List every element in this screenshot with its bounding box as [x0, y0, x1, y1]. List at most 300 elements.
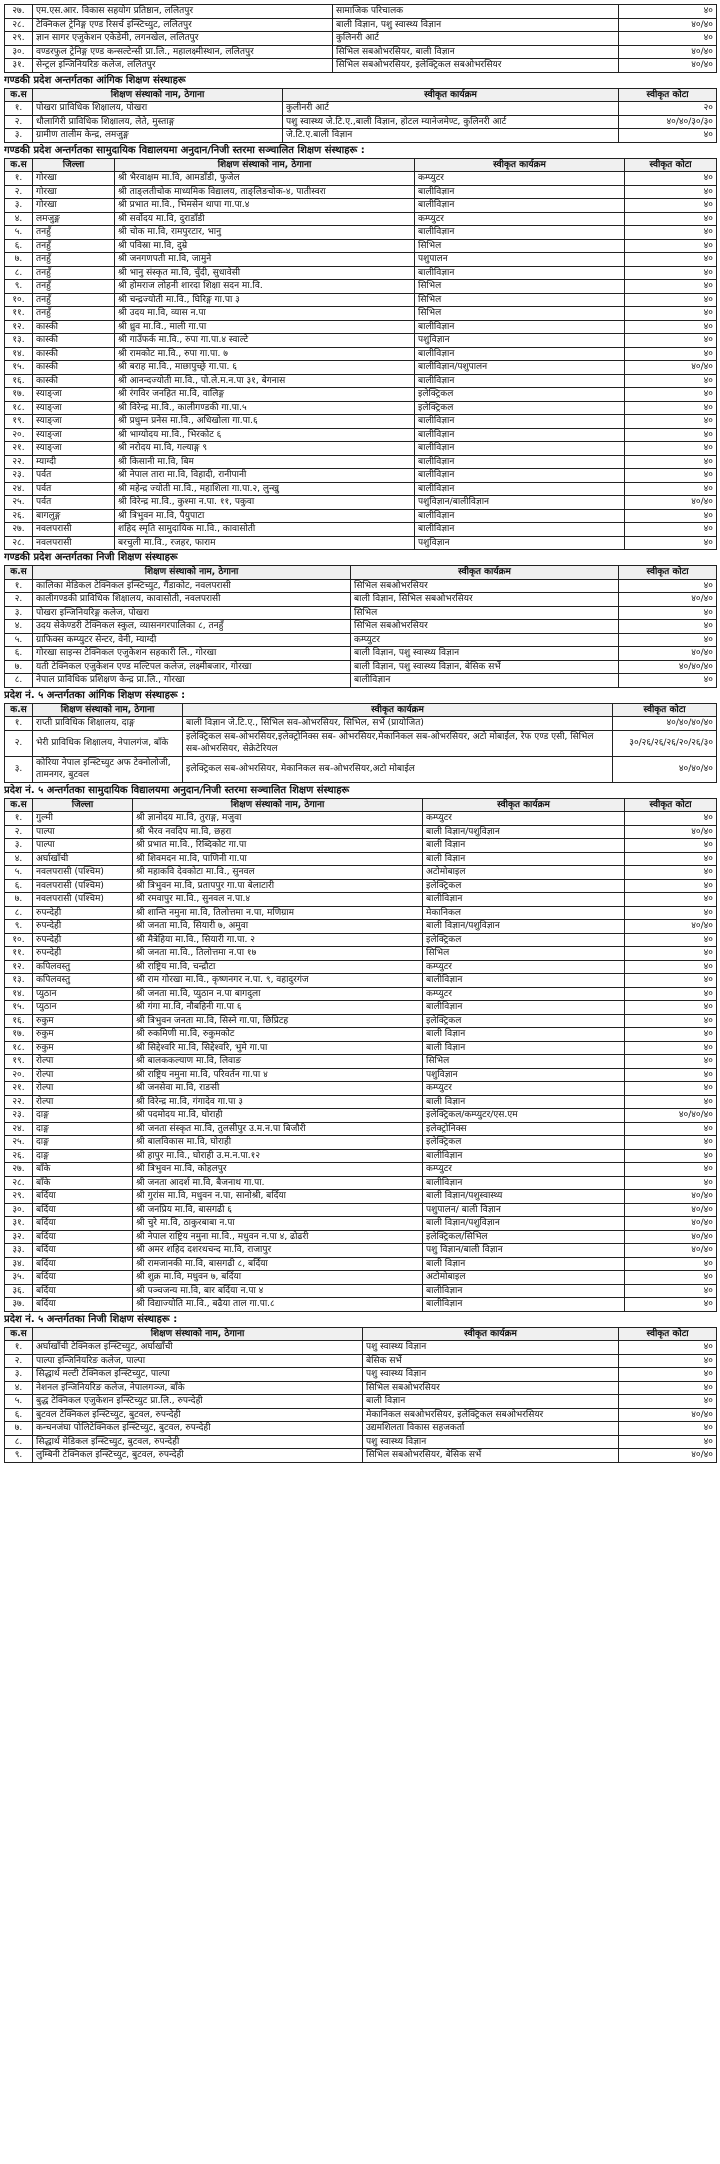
table-cell: रुकुम	[33, 1014, 133, 1028]
table-cell: १.	[5, 579, 33, 593]
table-cell: रुपन्देही	[33, 947, 133, 961]
column-header: जिल्ला	[33, 798, 133, 812]
table-row	[5, 1041, 717, 1055]
section-title-p5-private: प्रदेश नं. ५ अन्तर्गतका निजी शिक्षण संस्थाहरू :	[4, 1313, 178, 1325]
table-cell: लमजुङ्ग	[33, 212, 115, 226]
table-row	[5, 812, 717, 826]
table-cell: ४०/४०	[619, 1449, 717, 1463]
table-header-row	[5, 1327, 717, 1341]
table-cell: बर्दिया	[33, 1203, 133, 1217]
table-cell: ४०	[625, 347, 717, 361]
table-cell: बालीविज्ञान	[415, 482, 625, 496]
table-row	[5, 633, 717, 647]
table-cell: ४०/४०	[619, 45, 717, 59]
table-cell: ४०	[625, 172, 717, 186]
table-cell: श्री गुरांस मा.वि, मधुवन न.पा, सानोश्री, बर्दिया	[133, 1190, 423, 1204]
table-cell: ४०	[625, 307, 717, 321]
table-row	[5, 1082, 717, 1096]
table-cell: शहिद स्मृति सामुदायिक मा.वि., कावासोती	[115, 523, 415, 537]
column-header: स्वीकृत कार्यक्रम	[415, 158, 625, 172]
table-cell: एम.एस.आर. विकास सहयोग प्रतिष्ठान, ललितपुर	[33, 5, 333, 19]
table-cell: ४०/४०/३०/३०	[619, 115, 717, 129]
table-cell: सिभिल	[415, 239, 625, 253]
table-cell: बाली विज्ञान/पशुविज्ञान	[423, 920, 625, 934]
section-title-gandaki-community: गण्डकी प्रदेश अन्तर्गतका सामुदायिक विद्यालयमा अनुदान/निजी स्तरमा सञ्चालित शिक्षण संस्थाहरू :	[4, 144, 365, 156]
table-cell: बाँके	[33, 1176, 133, 1190]
table-row	[5, 172, 717, 186]
table-cell: ४०/४०	[619, 1408, 717, 1422]
table-cell: बाली विज्ञान	[423, 839, 625, 853]
table-cell: ४०	[625, 253, 717, 267]
table-cell: १०.	[5, 933, 33, 947]
table-cell: रुकुम	[33, 1028, 133, 1042]
table-row	[5, 593, 717, 607]
table-cell: राप्ती प्राविधिक शिक्षालय, दाङ्ग	[33, 717, 183, 731]
table-cell: श्री गाउँफर्क मा.वि., रुपा गा.पा.४ स्वाल्टे	[115, 334, 415, 348]
table-cell: १.	[5, 172, 33, 186]
table-cell: ३३.	[5, 1244, 33, 1258]
table-cell: ४०	[625, 1095, 717, 1109]
table-cell: कालिका मेडिकल टेक्निकल इन्स्टिच्युट, गैंडाकोट, नवलपरासी	[33, 579, 351, 593]
table-cell: १५.	[5, 361, 33, 375]
table-cell: ४०	[625, 1176, 717, 1190]
table-cell: रुपन्देही	[33, 920, 133, 934]
table-cell: श्री नरोदय मा.वि, गल्याङ्ग ९	[115, 442, 415, 456]
table-cell: पशुपालन	[415, 253, 625, 267]
table-cell: ४०	[619, 32, 717, 46]
table-row	[5, 893, 717, 907]
section-title-gandaki-private: गण्डकी प्रदेश अन्तर्गतका निजी शिक्षण संस्थाहरू	[4, 552, 178, 563]
table-cell: १.	[5, 1341, 33, 1355]
table-cell: श्री जनगणपती मा.वि, जामुने	[115, 253, 415, 267]
table-cell: ८.	[5, 1435, 33, 1449]
table-cell: बाँके	[33, 1163, 133, 1177]
table-cell: २१.	[5, 1082, 33, 1096]
table-cell: तनहुँ	[33, 226, 115, 240]
table-row	[5, 1028, 717, 1042]
table-cell: ४०/४०	[625, 825, 717, 839]
table-cell: श्री त्रिभुवन जनता मा.वि, सिस्ने गा.पा, छिप्रिटह	[133, 1014, 423, 1028]
table-row	[5, 239, 717, 253]
table-cell: ४०	[625, 960, 717, 974]
table-cell: ३१.	[5, 1217, 33, 1231]
table-cell: श्री ताङ्लतीचोक माध्यमिक विद्यालय, ताङ्लिङचोक-४, पातीस्वरा	[115, 185, 415, 199]
table-cell: २५.	[5, 496, 33, 510]
table-cell: ४०	[625, 1001, 717, 1015]
table-cell: नवलपरासी	[33, 523, 115, 537]
table-cell: ग्राफिक्स कम्प्युटर सेन्टर, वेनी, म्याग्दी	[33, 633, 351, 647]
table-cell: रुकुम	[33, 1041, 133, 1055]
table-cell: ४०	[625, 1271, 717, 1285]
table-cell: ४०	[625, 293, 717, 307]
table-cell: श्री त्रिभुवन मा.वि, प्रतापपुर गा.पा बेलाटारी	[133, 879, 423, 893]
table-cell: बालीविज्ञान	[415, 455, 625, 469]
gandaki-angik-table	[4, 88, 717, 143]
table-cell: नवलपरासी (पश्चिम)	[33, 879, 133, 893]
table-cell: श्री नेपाल राष्ट्रिय नमुना मा.वि., मधुवन न.पा ४, ढोढरी	[133, 1230, 423, 1244]
table-cell: बर्दिया	[33, 1217, 133, 1231]
table-cell: बाली विज्ञान/पशुस्वास्थ्य	[423, 1190, 625, 1204]
table-cell: बुद्ध टेक्निकल एजुकेशन इन्स्टिच्युट प्रा.लि., रुपन्देही	[33, 1395, 363, 1409]
table-cell: १२.	[5, 960, 33, 974]
table-cell: १.	[5, 717, 33, 731]
table-row	[5, 1014, 717, 1028]
table-row	[5, 320, 717, 334]
table-cell: ४०	[625, 839, 717, 853]
table-cell: ४०	[625, 906, 717, 920]
table-cell: सिद्धार्थ मेडिकल इन्स्टिच्युट, बुटवल, रुपन्देही	[33, 1435, 363, 1449]
table-row	[5, 5, 717, 19]
table-cell: ४०/४०	[625, 1203, 717, 1217]
table-cell: श्री जनता संस्कृत मा.वि, तुलसीपुर उ.म.न.पा बिजौरी	[133, 1122, 423, 1136]
table-cell: स्याङ्जा	[33, 415, 115, 429]
table-cell: कपिलवस्तु	[33, 974, 133, 988]
table-cell: ४०	[625, 974, 717, 988]
table-cell: कम्प्युटर	[423, 960, 625, 974]
table-cell: कालीगण्डकी प्राविधिक शिक्षालय, कावासोती, नवलपरासी	[33, 593, 351, 607]
table-cell: स्याङ्जा	[33, 401, 115, 415]
table-cell: ४०	[625, 1068, 717, 1082]
table-cell: बेसिक सर्भे	[363, 1354, 619, 1368]
table-cell: नवलपरासी (पश्चिम)	[33, 893, 133, 907]
table-cell: रुपन्देही	[33, 906, 133, 920]
column-header: क.स	[5, 798, 33, 812]
table-cell: इलेक्ट्रिकल	[423, 879, 625, 893]
table-row	[5, 1230, 717, 1244]
table-cell: पाल्पा	[33, 825, 133, 839]
table-cell: श्री भैरव नवदिप मा.वि, छहरा	[133, 825, 423, 839]
table-cell: २४.	[5, 1122, 33, 1136]
table-cell: ३.	[5, 129, 33, 143]
table-cell: बालीविज्ञान	[423, 1284, 625, 1298]
table-cell: ४०/४०/४०	[625, 1109, 717, 1123]
table-row	[5, 730, 717, 756]
table-cell: ६.	[5, 879, 33, 893]
table-cell: गोरखा	[33, 199, 115, 213]
table-cell: ४०/४०	[625, 920, 717, 934]
gandaki-private-body	[5, 579, 717, 687]
table-cell: बालीविज्ञान	[415, 428, 625, 442]
table-row	[5, 579, 717, 593]
table-cell: ६.	[5, 1408, 33, 1422]
table-cell: श्री सर्वोदय मा.वि, दुराडाँडी	[115, 212, 415, 226]
table-cell: १७.	[5, 388, 33, 402]
table-cell: रोल्पा	[33, 1055, 133, 1069]
table-cell: नवलपरासी	[33, 536, 115, 550]
table-cell: तनहुँ	[33, 307, 115, 321]
table-cell: श्री किसानी मा.वि, बिम	[115, 455, 415, 469]
table-row	[5, 1257, 717, 1271]
table-cell: ४०	[625, 879, 717, 893]
table-cell: २३.	[5, 1109, 33, 1123]
table-cell: ४०/४०/४०	[619, 660, 717, 674]
column-header: क.स	[5, 1327, 33, 1341]
table-cell: २६.	[5, 1149, 33, 1163]
table-cell: ५.	[5, 866, 33, 880]
table-cell: १८.	[5, 401, 33, 415]
table-row	[5, 253, 717, 267]
column-header: स्वीकृत कार्यक्रम	[363, 1327, 619, 1341]
table-cell: बालीविज्ञान	[415, 523, 625, 537]
table-cell: बालीविज्ञान	[351, 674, 619, 688]
table-cell: श्री भानु संस्कृत मा.वि, चुँदी, सुधावेसी	[115, 266, 415, 280]
table-cell: ४०	[625, 334, 717, 348]
column-header: स्वीकृत कोटा	[613, 703, 717, 717]
table-cell: १३.	[5, 334, 33, 348]
gandaki-angik-body	[5, 102, 717, 143]
column-header: स्वीकृत कार्यक्रम	[351, 566, 619, 580]
table-cell: पोखरा प्राविधिक शिक्षालय, पोखरा	[33, 102, 283, 116]
table-cell: स्याङ्जा	[33, 388, 115, 402]
top-table	[4, 4, 717, 73]
table-cell: श्री त्रिभुवन मा.वि, कोहलपुर	[133, 1163, 423, 1177]
table-cell: इलेक्ट्रिकल	[415, 401, 625, 415]
table-cell: श्री आनन्दज्योती मा.वि., पो.ले.म.न.पा ३१, बेगनास	[115, 374, 415, 388]
table-row	[5, 974, 717, 988]
table-row	[5, 1217, 717, 1231]
table-cell: सिभिल	[423, 1055, 625, 1069]
table-cell: बालीविज्ञान	[423, 893, 625, 907]
table-cell: ४०	[619, 606, 717, 620]
table-cell: ४०	[625, 536, 717, 550]
table-cell: इलेक्ट्रिकल	[423, 1014, 625, 1028]
table-cell: पर्वत	[33, 496, 115, 510]
section-title-p5-community: प्रदेश नं. ५ अन्तर्गतका सामुदायिक विद्यालयमा अनुदान/निजी स्तरमा सञ्चालित शिक्षण संस्थाहरू	[4, 784, 350, 796]
column-header: शिक्षण संस्थाको नाम, ठेगाना	[33, 1327, 363, 1341]
table-cell: २६.	[5, 509, 33, 523]
table-row	[5, 496, 717, 510]
table-cell: २८.	[5, 1176, 33, 1190]
table-cell: बालीविज्ञान	[415, 347, 625, 361]
table-cell: ४०/४०/४०/४०	[613, 717, 717, 731]
table-cell: पशु स्वास्थ्य विज्ञान	[363, 1368, 619, 1382]
table-cell: १७.	[5, 1028, 33, 1042]
table-cell: ४०	[625, 239, 717, 253]
table-cell: ३१.	[5, 59, 33, 73]
p5-angik-body	[5, 717, 717, 783]
table-cell: लुम्बिनी टेक्निकल इन्स्टिच्युट, बुटवल, रुपन्देही	[33, 1449, 363, 1463]
table-row	[5, 307, 717, 321]
table-cell: ४०	[625, 374, 717, 388]
table-cell: २८.	[5, 536, 33, 550]
table-cell: श्री त्रिभुवन मा.वि, पैयुपाटा	[115, 509, 415, 523]
table-cell: श्री राष्ट्रिय मा.वि, चन्द्रौटा	[133, 960, 423, 974]
table-row	[5, 415, 717, 429]
table-cell: बालीविज्ञान	[415, 469, 625, 483]
table-cell: पशु स्वास्थ्य विज्ञान	[363, 1435, 619, 1449]
table-row	[5, 1271, 717, 1285]
table-cell: दाङ्ग	[33, 1109, 133, 1123]
column-header: स्वीकृत कार्यक्रम	[283, 88, 619, 102]
table-cell: श्री विरेन्द्र मा.वि., कालीगण्डकी गा.पा.५	[115, 401, 415, 415]
table-row	[5, 1163, 717, 1177]
table-cell: १९.	[5, 1055, 33, 1069]
table-cell: दाङ्ग	[33, 1149, 133, 1163]
table-cell: श्री विरेन्द्र मा.वि., कुश्मा न.पा. ११, पकुवा	[115, 496, 415, 510]
table-row	[5, 866, 717, 880]
table-cell: श्री प्रभात मा.वि., रिब्दिकोट गा.पा	[133, 839, 423, 853]
table-cell: ६.	[5, 239, 33, 253]
table-cell: भेरी प्राविधिक शिक्षालय, नेपालगंज, बाँके	[33, 730, 183, 756]
table-cell: श्री राष्ट्रिय नमुना मा.वि, परिवर्तन गा.पा ४	[133, 1068, 423, 1082]
table-cell: पर्वत	[33, 482, 115, 496]
table-cell: २.	[5, 115, 33, 129]
table-row	[5, 1122, 717, 1136]
table-cell: २.	[5, 730, 33, 756]
table-cell: पशुविज्ञान	[423, 1068, 625, 1082]
table-cell: श्री जनता मा.वि., तिलोत्तमा न.पा १७	[133, 947, 423, 961]
table-cell: बाली विज्ञान	[423, 1041, 625, 1055]
table-cell: श्री विरेन्द्र मा.वि, गंगादेव गा.पा ३	[133, 1095, 423, 1109]
table-row	[5, 1001, 717, 1015]
table-cell: २५.	[5, 1136, 33, 1150]
table-cell: बालीविज्ञान	[423, 1149, 625, 1163]
table-cell: बालीविज्ञान	[415, 320, 625, 334]
table-cell: बुटवल टेक्निकल इन्स्टिच्युट, बुटवल, रुपन्देही	[33, 1408, 363, 1422]
table-row	[5, 1109, 717, 1123]
table-cell: २२.	[5, 1095, 33, 1109]
table-row	[5, 1149, 717, 1163]
table-cell: पशु स्वास्थ्य जे.टि.ए.,बाली विज्ञान, होटल म्यानेजमेण्ट, कुलिनरी आर्ट	[283, 115, 619, 129]
table-cell: ४०	[625, 1028, 717, 1042]
table-cell: बालीविज्ञान	[423, 1298, 625, 1312]
table-cell: बर्दिया	[33, 1230, 133, 1244]
column-header: शिक्षण संस्थाको नाम, ठेगाना	[115, 158, 415, 172]
table-cell: श्री गंगा मा.वि, नौबहिनी गा.पा ६	[133, 1001, 423, 1015]
table-cell: धौलागिरी प्राविधिक शिक्षालय, लेते, मुस्ताङ्ग	[33, 115, 283, 129]
table-cell: बाली विज्ञान	[423, 852, 625, 866]
table-cell: श्री रमवापुर मा.वि., सुनवल न.पा.४	[133, 893, 423, 907]
table-cell: सिभिल	[423, 947, 625, 961]
table-cell: ४०	[625, 866, 717, 880]
table-cell: ४०	[625, 523, 717, 537]
table-row	[5, 1395, 717, 1409]
table-row	[5, 620, 717, 634]
table-cell: ३४.	[5, 1257, 33, 1271]
table-cell: ४०	[625, 428, 717, 442]
table-cell: उद्यमशिलता विकास सहजकर्ता	[363, 1422, 619, 1436]
table-cell: १.	[5, 812, 33, 826]
table-cell: १४.	[5, 987, 33, 1001]
table-row	[5, 442, 717, 456]
table-cell: अर्घाखाँची	[33, 852, 133, 866]
table-row	[5, 1368, 717, 1382]
table-cell: पाल्पा	[33, 839, 133, 853]
table-row	[5, 647, 717, 661]
table-cell: ४०	[619, 633, 717, 647]
table-cell: गोरखा	[33, 185, 115, 199]
table-cell: ४०	[625, 401, 717, 415]
table-cell: ४०/४०	[619, 59, 717, 73]
table-cell: ३०/२६/२६/२६/२०/२६/३०	[613, 730, 717, 756]
table-cell: पशु स्वास्थ्य विज्ञान	[363, 1341, 619, 1355]
table-cell: बर्दिया	[33, 1257, 133, 1271]
section-title-gandaki-angik: गण्डकी प्रदेश अन्तर्गतका आंगिक शिक्षण संस्थाहरू	[4, 74, 186, 86]
table-cell: इलेक्ट्रिकल	[423, 933, 625, 947]
table-cell: सिभिल सबओभरसियर, इलेक्ट्रिकल सबओभरसियर	[333, 59, 619, 73]
table-row	[5, 482, 717, 496]
table-cell: ४०	[625, 320, 717, 334]
table-row	[5, 1449, 717, 1463]
table-row	[5, 1284, 717, 1298]
table-cell: श्री बालविकास मा.वि, घोराही	[133, 1136, 423, 1150]
table-cell: ४.	[5, 1381, 33, 1395]
table-cell: रोल्पा	[33, 1068, 133, 1082]
table-cell: पशुविज्ञान/बालीविज्ञान	[415, 496, 625, 510]
table-cell: श्री चन्द्रज्योती मा.वि., घिरिङ्ग गा.पा ३	[115, 293, 415, 307]
table-cell: अटोमोबाइल	[423, 1271, 625, 1285]
table-cell: सिभिल सबओभरसियर, बाली विज्ञान	[333, 45, 619, 59]
column-header: शिक्षण संस्थाको नाम, ठेगाना	[33, 566, 351, 580]
table-cell: श्री प्रधुम्न प्रनेस मा.वि., अधिखोला गा.पा.६	[115, 415, 415, 429]
table-row	[5, 660, 717, 674]
table-row	[5, 1244, 717, 1258]
table-header-row	[5, 158, 717, 172]
table-cell: पर्वत	[33, 469, 115, 483]
table-cell: दाङ्ग	[33, 1136, 133, 1150]
table-row	[5, 59, 717, 73]
table-cell: सिभिल	[351, 606, 619, 620]
column-header: क.स	[5, 703, 33, 717]
table-row	[5, 1068, 717, 1082]
column-header: शिक्षण संस्थाको नाम, ठेगाना	[133, 798, 423, 812]
table-cell: कम्प्युटर	[415, 212, 625, 226]
table-cell: ४०	[625, 1122, 717, 1136]
table-cell: सिद्धार्थ मल्टी टेक्निकल इन्स्टिच्युट, पाल्पा	[33, 1368, 363, 1382]
table-cell: २.	[5, 825, 33, 839]
table-cell: कास्की	[33, 347, 115, 361]
table-cell: सिभिल सबओभरसियर	[363, 1381, 619, 1395]
table-cell: ४०	[625, 1082, 717, 1096]
table-row	[5, 523, 717, 537]
table-cell: ११.	[5, 307, 33, 321]
table-cell: जे.टि.ए.बाली विज्ञान	[283, 129, 619, 143]
table-cell: ४०	[625, 388, 717, 402]
table-cell: ४०	[625, 1055, 717, 1069]
table-cell: कास्की	[33, 320, 115, 334]
table-cell: इलेक्ट्रिकल	[415, 388, 625, 402]
table-cell: २३.	[5, 469, 33, 483]
table-header-row	[5, 703, 717, 717]
column-header: क.स	[5, 158, 33, 172]
table-cell: १६.	[5, 374, 33, 388]
column-header: स्वीकृत कोटा	[625, 158, 717, 172]
table-cell: बाली विज्ञान, पशु स्वास्थ्य विज्ञान	[333, 18, 619, 32]
table-cell: २७.	[5, 523, 33, 537]
table-cell: दाङ्ग	[33, 1122, 133, 1136]
table-cell: सिभिल	[415, 293, 625, 307]
table-cell: ४०	[625, 1257, 717, 1271]
table-cell: श्री शुक्र मा.वि, मधुवन ७, बर्दिया	[133, 1271, 423, 1285]
table-cell: बालीविज्ञान	[423, 1001, 625, 1015]
table-row	[5, 933, 717, 947]
table-row	[5, 987, 717, 1001]
table-cell: ४०	[619, 1368, 717, 1382]
table-cell: १३.	[5, 974, 33, 988]
table-cell: श्री चोक मा.वि, रामपुरटार, भानु	[115, 226, 415, 240]
table-cell: गोरखा	[33, 172, 115, 186]
table-row	[5, 212, 717, 226]
table-row	[5, 455, 717, 469]
table-cell: ४०/४०	[625, 496, 717, 510]
table-cell: नेशनल इन्जिनियरिङ कलेज, नेपालगञ्ज, बाँके	[33, 1381, 363, 1395]
table-row	[5, 374, 717, 388]
table-cell: तनहुँ	[33, 266, 115, 280]
table-cell: श्री जनता मा.वि, प्युठान न.पा बागदुला	[133, 987, 423, 1001]
table-cell: बाली विज्ञान/पशुविज्ञान	[423, 1217, 625, 1231]
table-cell: बर्दिया	[33, 1244, 133, 1258]
table-cell: ४०	[619, 1395, 717, 1409]
